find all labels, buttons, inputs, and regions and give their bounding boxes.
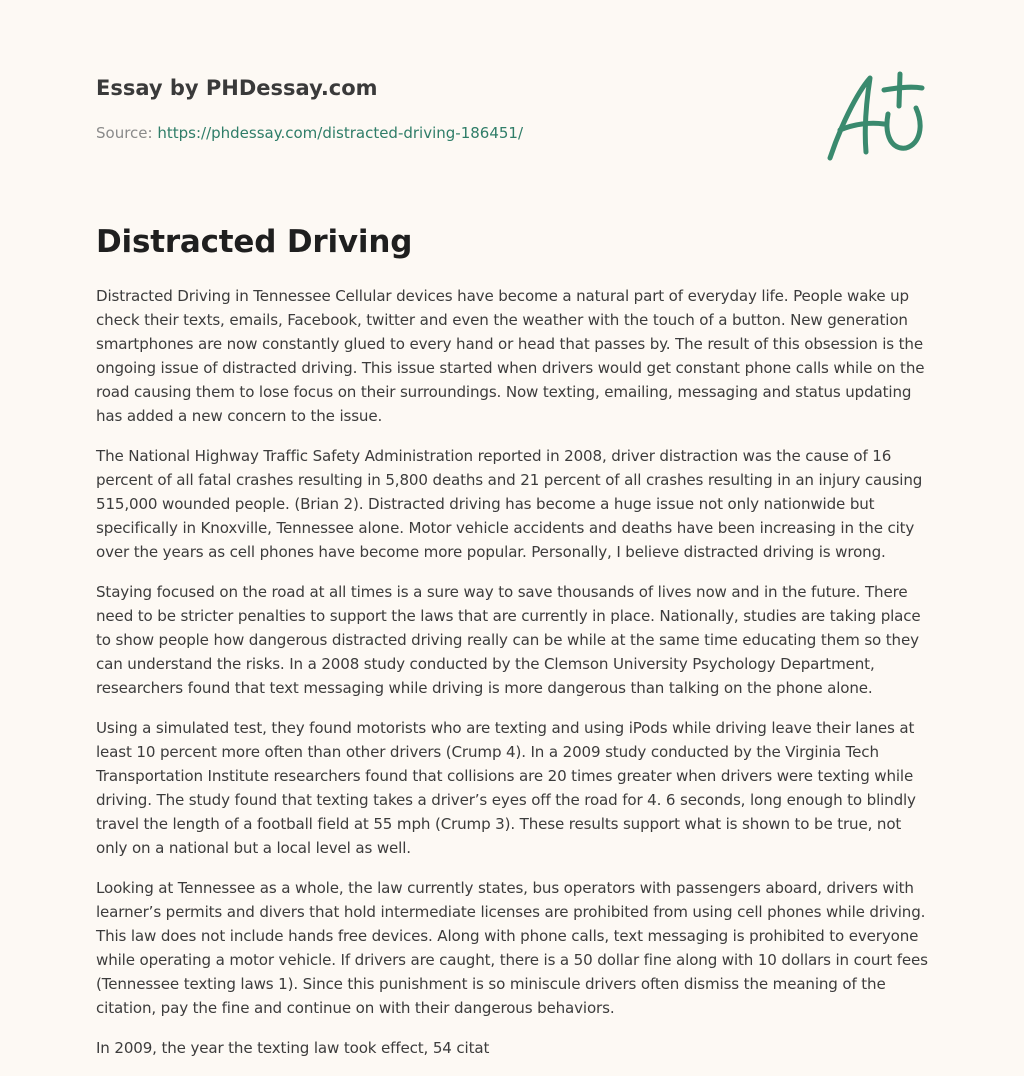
source-line <box>96 124 523 142</box>
essay-paragraph: In 2009, the year the texting law took effect, 54 citat <box>96 1039 490 1057</box>
essay-paragraph: The National Highway Traffic Safety Administration reported in 2008, driver distraction was the cause of 16 percent of all fatal crashes resulting in 5,800 deaths and 21 percent of all crashes resulting in an injury causing 515,000 wounded people. (Brian 2). Distracted driving has become a huge issue not only nationwide but specifically in Knoxville, Tennessee alone. Motor vehicle accidents and deaths have been increasing in the city over the years as cell phones have become more popular. Personally, I believe distracted driving is wrong. <box>96 447 923 561</box>
source-link[interactable]: https://phdessay.com/distracted-driving-186451/ <box>157 124 524 142</box>
essay-body <box>96 284 928 1076</box>
essay-paragraph: Distracted Driving in Tennessee Cellular devices have become a natural part of everyday life. People wake up check their texts, emails, Facebook, twitter and even the weather with the touch of a button. New generation smartphones are now constantly glued to every hand or head that passes by. The result of this obsession is the ongoing issue of distracted driving. This issue started when drivers would get constant phone calls while on the road causing them to lose focus on their surroundings. Now texting, emailing, messaging and status updating has added a new concern to the issue. <box>96 287 925 425</box>
essay-paragraph: Looking at Tennessee as a whole, the law currently states, bus operators with passengers aboard, drivers with learner’s permits and divers that hold intermediate licenses are prohibited from using cell phones while driving. This law does not include hands free devices. Along with phone calls, text messaging is prohibited to everyone while operating a motor vehicle. If drivers are caught, there is a 50 dollar fine along with 10 dollars in court fees (Tennessee texting laws 1). Since this punishment is so miniscule drivers often dismiss the meaning of the citation, pay the fine and continue on with their dangerous behaviors. <box>96 879 928 1017</box>
essay-title: Distracted Driving <box>96 224 413 260</box>
source-label: Source: <box>96 124 153 142</box>
a-plus-grade-icon <box>822 66 932 166</box>
essay-paragraph: Staying focused on the road at all times is a sure way to save thousands of lives now and in the future. There need to be stricter penalties to support the laws that are currently in place. Nationally, studies are taking place to show people how dangerous distracted driving really can be while at the same time educating them so they can understand the risks. In a 2008 study conducted by the Clemson University Psychology Department, researchers found that text messaging while driving is more dangerous than talking on the phone alone. <box>96 583 921 697</box>
site-brand: Essay by PHDessay.com <box>96 76 378 100</box>
essay-paragraph: Using a simulated test, they found motorists who are texting and using iPods while driving leave their lanes at least 10 percent more often than other drivers (Crump 4). In a 2009 study conducted by the Virginia Tech Transportation Institute researchers found that collisions are 20 times greater when drivers were texting while driving. The study found that texting takes a driver’s eyes off the road for 4. 6 seconds, long enough to blindly travel the length of a football field at 55 mph (Crump 3). These results support what is shown to be true, not only on a national but a local level as well. <box>96 719 916 857</box>
